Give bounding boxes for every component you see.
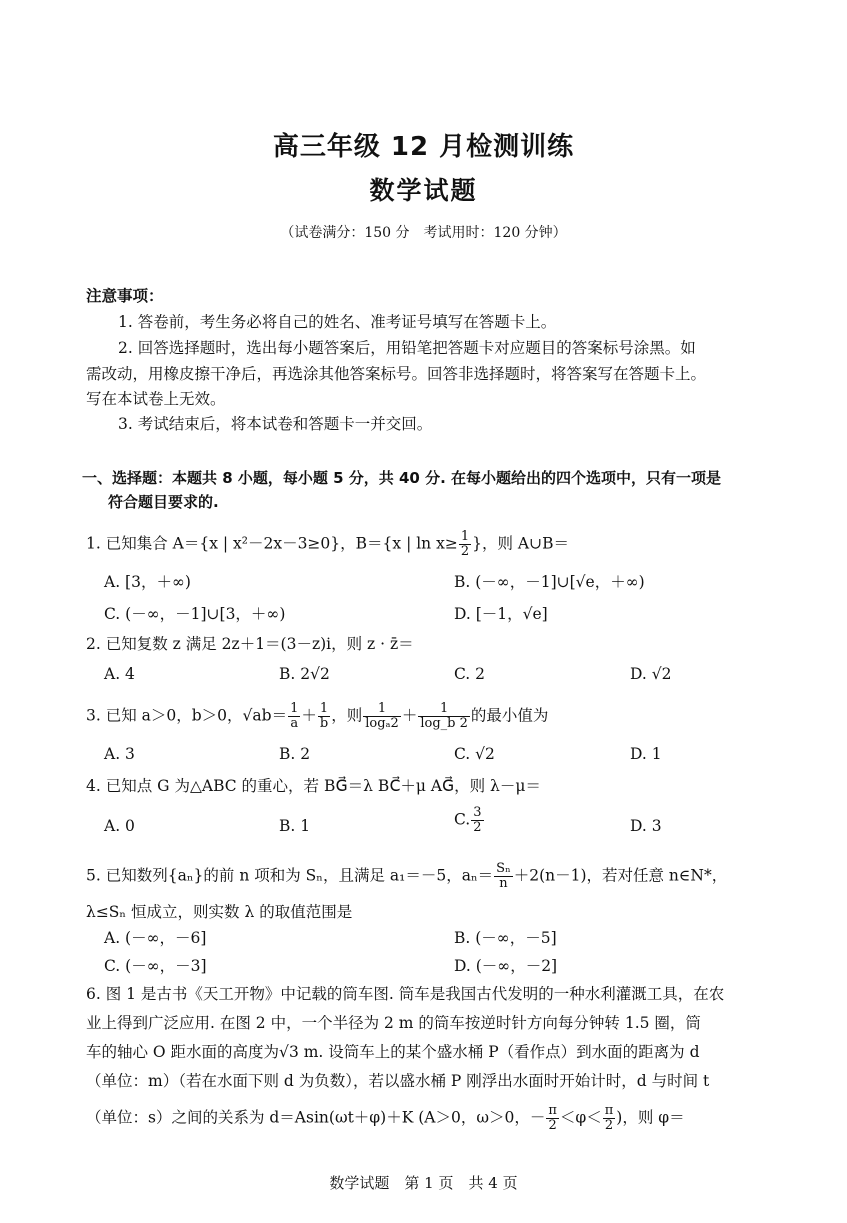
q5-option-b: B. (－∞，－5] (454, 929, 557, 947)
q5-stem-a: 5. 已知数列{aₙ}的前 n 项和为 Sₙ，且满足 a₁＝－5，aₙ＝ (86, 866, 494, 885)
q4-option-c-label: C. (454, 810, 471, 829)
q6-f2-num: π (604, 1103, 614, 1118)
q1-frac-den: 2 (460, 544, 470, 559)
q5-frac (494, 862, 513, 891)
question-6-line-1: 6. 图 1 是古书《天工开物》中记载的筒车图. 筒车是我国古代发明的一种水利灌溉工具，在农 (86, 985, 725, 1003)
q5-option-d: D. (－∞，－2] (454, 957, 558, 975)
q6-frac-2 (603, 1104, 616, 1133)
q3-frac-3 (363, 702, 401, 731)
q6-l5-c: )，则 φ＝ (616, 1108, 685, 1127)
notice-line-3: 需改动，用橡皮擦干净后，再选涂其他答案标号。回答非选择题时，将答案写在答题卡上。 (86, 365, 707, 383)
q3-f1-den: a (290, 716, 299, 731)
section-heading: 一、选择题：本题共 8 小题，每小题 5 分，共 40 分. 在每小题给出的四个选项中，只有一项是 (82, 469, 722, 487)
exam-meta: （试卷满分：150 分 考试用时：120 分钟） (280, 225, 567, 241)
q3-option-b: B. 2 (279, 745, 311, 763)
q3-plus-2: ＋ (401, 706, 418, 725)
q2-option-a: A. 4 (104, 665, 135, 683)
q4-c-num: 3 (473, 805, 482, 820)
q1-frac-num: 1 (460, 529, 470, 544)
q3-option-c: C. √2 (454, 745, 495, 763)
q3-frac-2 (318, 702, 330, 731)
exam-title: 高三年级 12 月检测训练 (272, 132, 575, 162)
subject-title: 数学试题 (369, 176, 478, 205)
section-heading-2: 符合题目要求的. (108, 493, 219, 511)
q6-l5-a: （单位：s）之间的关系为 d＝Asin(ωt＋φ)＋K (A＞0，ω＞0，－ (86, 1108, 546, 1127)
q3-stem-a: 3. 已知 a＞0，b＞0，√ab＝ (86, 706, 288, 725)
q6-l5-b: ＜φ＜ (559, 1108, 602, 1127)
q6-frac-1 (546, 1104, 559, 1133)
q3-frac-4 (418, 702, 470, 731)
question-6-line-4: （单位：m）（若在水面下则 d 为负数），若以盛水桶 P 刚浮出水面时开始计时，d 与时间 t (86, 1072, 710, 1090)
q3-frac-1 (288, 702, 300, 731)
q3-f3-den: logₐ2 (365, 716, 399, 731)
question-2-stem: 2. 已知复数 z 满足 2z＋1＝(3－z)i，则 z · z̄＝ (86, 635, 414, 653)
notice-line-4: 写在本试卷上无效。 (86, 390, 226, 408)
question-3-stem (86, 702, 548, 731)
question-4-stem: 4. 已知点 G 为△ABC 的重心，若 BG⃗＝λ BC⃗＋μ AG⃗，则 λ－μ＝ (86, 777, 541, 795)
q3-f3-num: 1 (363, 702, 401, 717)
notice-line-2: 2. 回答选择题时，选出每小题答案后，用铅笔把答题卡对应题目的答案标号涂黑。如 (118, 339, 696, 357)
q1-option-b: B. (－∞，－1]∪[√e，＋∞) (454, 573, 645, 591)
q1-option-a: A. [3，＋∞) (104, 573, 191, 591)
q3-option-d: D. 1 (630, 745, 662, 763)
q1-option-c: C. (－∞，－1]∪[3，＋∞) (104, 605, 286, 623)
q3-option-a: A. 3 (104, 745, 135, 763)
q6-f1-den: 2 (548, 1118, 557, 1133)
q6-f1-num: π (548, 1103, 557, 1118)
question-5-stem (86, 862, 727, 891)
notice-line-5: 3. 考试结束后，将本试卷和答题卡一并交回。 (118, 415, 433, 433)
q5-frac-den: n (499, 876, 508, 891)
q2-option-c: C. 2 (454, 665, 486, 683)
question-6-line-3: 车的轴心 O 距水面的高度为√3 m. 设筒车上的某个盛水桶 P（看作点）到水面的距离为 d (86, 1043, 700, 1061)
q3-f2-den: b (319, 716, 329, 731)
q4-option-c-frac (471, 806, 483, 835)
q3-plus-1: ＋ (301, 706, 317, 725)
notice-heading: 注意事项： (86, 287, 164, 305)
page-footer: 数学试题 第 1 页 共 4 页 (329, 1174, 518, 1192)
q3-f4-num: 1 (418, 702, 470, 717)
q4-option-b: B. 1 (279, 817, 311, 835)
q6-f2-den: 2 (604, 1118, 614, 1133)
q5-option-a: A. (－∞，－6] (104, 929, 207, 947)
q4-option-a: A. 0 (104, 817, 135, 835)
q3-stem-b: 的最小值为 (470, 706, 549, 725)
q4-option-c (454, 806, 485, 835)
q2-option-b: B. 2√2 (279, 665, 330, 683)
q3-mid: ，则 (331, 706, 363, 725)
question-1-stem-b: }，则 A∪B＝ (472, 534, 569, 553)
question-6-line-2: 业上得到广泛应用. 在图 2 中，一个半径为 2 m 的筒车按逆时针方向每分钟转 1.5 圈，筒 (86, 1014, 701, 1032)
q1-fraction (459, 530, 471, 559)
q3-f4-den: log_b 2 (420, 716, 468, 731)
question-1-stem (86, 530, 569, 559)
q4-option-d: D. 3 (630, 817, 662, 835)
question-6-line-5 (86, 1104, 685, 1133)
question-1-stem-a: 1. 已知集合 A＝{x | x²－2x－3≥0}，B＝{x | ln x≥ (86, 534, 458, 553)
question-5-stem-2: λ≤Sₙ 恒成立，则实数 λ 的取值范围是 (86, 903, 353, 921)
q3-f2-num: 1 (318, 702, 330, 717)
notice-line-1: 1. 答卷前，考生务必将自己的姓名、准考证号填写在答题卡上。 (118, 313, 557, 331)
q1-option-d: D. [－1，√e] (454, 605, 548, 623)
q5-option-c: C. (－∞，－3] (104, 957, 207, 975)
q4-c-den: 2 (473, 820, 482, 835)
q5-frac-num: Sₙ (496, 861, 511, 876)
q2-option-d: D. √2 (630, 665, 672, 683)
q3-f1-num: 1 (290, 701, 299, 716)
q5-stem-b: ＋2(n－1)，若对任意 n∈N*， (513, 866, 728, 885)
